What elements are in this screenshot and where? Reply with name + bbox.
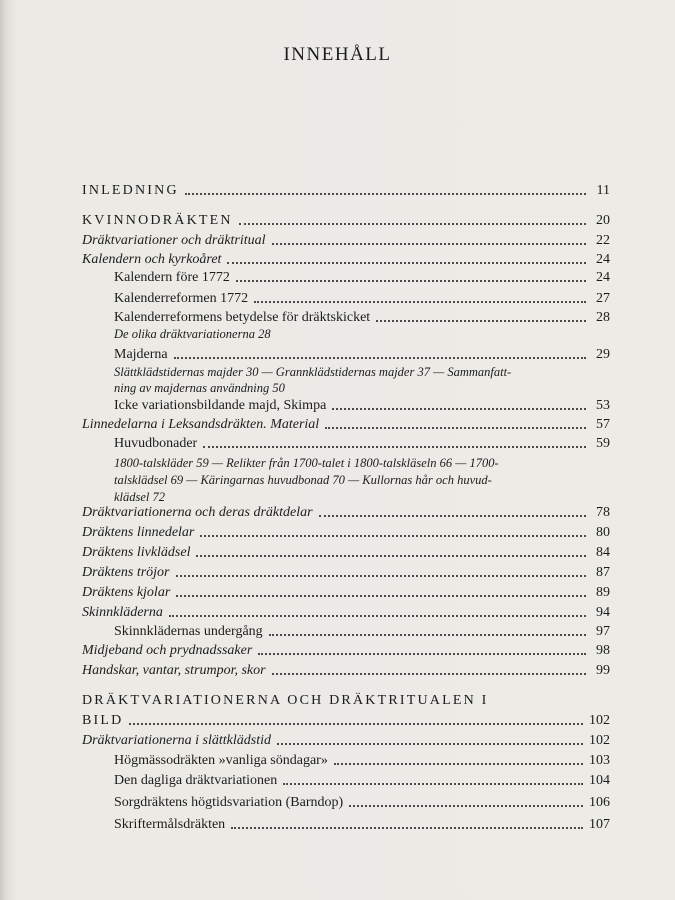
- toc-page-number: 98: [596, 643, 610, 658]
- toc-entry: [114, 345, 610, 365]
- toc-subentry: talsklädsel 69 — Käringarnas huvudbonad 70 — Kullornas hår och huvud-: [114, 473, 492, 487]
- toc-entry-text: Dräktvariationer och dräktritual: [82, 233, 266, 248]
- toc-page-number: 22: [596, 233, 610, 248]
- toc-entry-text: Kalendern före 1772: [114, 270, 230, 285]
- toc-page-number: 27: [596, 291, 610, 306]
- dot-leader: [254, 291, 586, 303]
- toc-entry: [114, 622, 610, 642]
- toc-entry: [82, 661, 610, 681]
- toc-subentry: klädsel 72: [114, 490, 166, 504]
- toc-page-number: 102: [589, 733, 610, 748]
- toc-entry: [114, 289, 610, 309]
- toc-entry: [82, 603, 610, 623]
- toc-subentry: Slättklädstidernas majder 30 — Grannklädstidernas majder 37 — Sammanfatt-: [114, 365, 512, 379]
- toc-page-number: 106: [589, 795, 610, 810]
- toc-page-number: 57: [596, 417, 610, 432]
- toc-entry-text: Kalenderreformens betydelse för dräktskicket: [114, 310, 371, 325]
- toc-page-number: 89: [596, 585, 610, 600]
- toc-entry: [82, 563, 610, 583]
- toc-subentry: De olika dräktvariationerna 28: [114, 327, 271, 341]
- dot-leader: [325, 417, 586, 429]
- dot-leader: [349, 795, 583, 807]
- dot-leader: [319, 505, 586, 517]
- toc-entry-text: Skriftermålsdräkten: [114, 817, 226, 832]
- toc-entry-text: Dräktvariationerna i slättklädstid: [82, 733, 271, 748]
- toc-entry-text: Linnedelarna i Leksandsdräkten. Material: [82, 417, 320, 432]
- toc-entry-text: Midjeband och prydnadssaker: [82, 643, 253, 658]
- toc-subentry: ning av majdernas användning 50: [114, 381, 285, 395]
- dot-leader: [200, 525, 586, 537]
- dot-leader: [272, 233, 586, 245]
- dot-leader: [203, 436, 586, 448]
- toc-entry-text: Kalendern och kyrkoåret: [82, 252, 222, 267]
- dot-leader: [376, 310, 586, 322]
- toc-entry-text: Dräktens linnedelar: [82, 525, 195, 540]
- toc-entry-text: Sorgdräktens högtidsvariation (Barndop): [114, 795, 344, 810]
- toc-entry: [114, 268, 610, 288]
- toc-entry-text: Dräktvariationerna och deras dräktdelar: [82, 505, 313, 520]
- toc-entry-inledning: [82, 181, 610, 201]
- toc-page-number: 24: [596, 270, 610, 285]
- toc-page-number: 24: [596, 252, 610, 267]
- toc-entry-text: Dräktens kjolar: [82, 585, 171, 600]
- dot-leader: [196, 545, 586, 557]
- toc-entry-text: Majderna: [114, 347, 168, 362]
- toc-entry: [82, 250, 610, 270]
- toc-page-number: 107: [589, 817, 610, 832]
- toc-entry-text: INLEDNING: [82, 183, 179, 198]
- dot-leader: [332, 398, 586, 410]
- toc-entry-text: BILD: [82, 713, 124, 728]
- dot-leader: [334, 753, 583, 765]
- toc-entry-text: Den dagliga dräktvariationen: [114, 773, 278, 788]
- toc-entry: [114, 793, 610, 813]
- toc-entry-kvinnodrakten: [82, 211, 610, 231]
- toc-page-number: 80: [596, 525, 610, 540]
- toc-page-number: 87: [596, 565, 610, 580]
- toc-entry: [82, 731, 610, 751]
- toc-page-number: 78: [596, 505, 610, 520]
- toc-page-number: 84: [596, 545, 610, 560]
- toc-page-number: 102: [589, 713, 610, 728]
- toc-page-number: 103: [589, 753, 610, 768]
- dot-leader: [176, 585, 586, 597]
- toc-subentry: 1800-talskläder 59 — Relikter från 1700-talet i 1800-talskläseln 66 — 1700-: [114, 456, 499, 470]
- toc-entry-text: Icke variationsbildande majd, Skimpa: [114, 398, 327, 413]
- dot-leader: [169, 605, 586, 617]
- dot-leader: [231, 817, 583, 829]
- dot-leader: [272, 663, 586, 675]
- toc-entry: [82, 503, 610, 523]
- toc-page-number: 28: [596, 310, 610, 325]
- toc-page-number: 94: [596, 605, 610, 620]
- dot-leader: [174, 347, 586, 359]
- toc-entry-text: Skinnklädernas undergång: [114, 624, 263, 639]
- toc-entry: [82, 641, 610, 661]
- toc-entry-text: Handskar, vantar, strumpor, skor: [82, 663, 266, 678]
- toc-page-number: 104: [589, 773, 610, 788]
- toc-entry: [114, 308, 610, 328]
- toc-entry: [114, 396, 610, 416]
- dot-leader: [129, 713, 583, 725]
- dot-leader: [236, 270, 586, 282]
- toc-page-number: 53: [596, 398, 610, 413]
- dot-leader: [227, 252, 586, 264]
- toc-entry-text: Dräktens livklädsel: [82, 545, 191, 560]
- toc-entry-text: Skinnkläderna: [82, 605, 163, 620]
- toc-page-number: 20: [596, 213, 610, 228]
- toc-entry-text: Kalenderreformen 1772: [114, 291, 249, 306]
- toc-entry: [82, 231, 610, 251]
- toc-page-number: 97: [596, 624, 610, 639]
- toc-entry-text: KVINNODRÄKTEN: [82, 213, 233, 228]
- toc-entry: [114, 815, 610, 835]
- dot-leader: [185, 183, 586, 195]
- toc-entry: [82, 523, 610, 543]
- toc-entry-text: Huvudbonader: [114, 436, 198, 451]
- page-title: INNEHÅLL: [283, 44, 392, 65]
- toc-entry-text: Dräktens tröjor: [82, 565, 170, 580]
- dot-leader: [239, 213, 586, 225]
- toc-entry-bild: [82, 711, 610, 731]
- toc-entry: [82, 583, 610, 603]
- toc-entry: [114, 751, 610, 771]
- dot-leader: [258, 643, 586, 655]
- toc-page-number: 11: [596, 183, 610, 198]
- toc-section-heading: DRÄKTVARIATIONERNA OCH DRÄKTRITUALEN I: [82, 693, 489, 708]
- toc-entry: [82, 543, 610, 563]
- toc-entry: [114, 771, 610, 791]
- dot-leader: [176, 565, 587, 577]
- toc-page-number: 59: [596, 436, 610, 451]
- dot-leader: [269, 624, 586, 636]
- dot-leader: [277, 733, 583, 745]
- toc-entry-text: Högmässodräkten »vanliga söndagar»: [114, 753, 328, 768]
- toc-page-number: 99: [596, 663, 610, 678]
- toc-entry: [114, 434, 610, 454]
- toc-page-number: 29: [596, 347, 610, 362]
- toc-entry: [82, 415, 610, 435]
- dot-leader: [283, 773, 583, 785]
